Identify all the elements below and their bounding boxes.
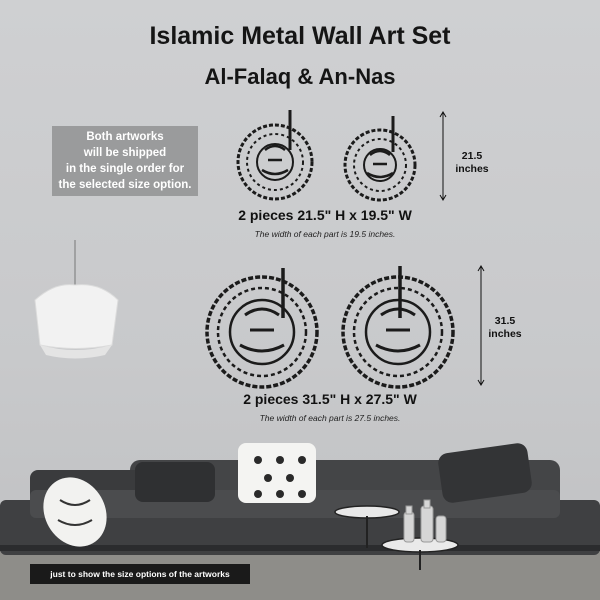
- small-height-label: [447, 150, 497, 176]
- large-artwork-left: [207, 268, 317, 387]
- notice-line: the selected size option.: [58, 179, 192, 191]
- shipping-notice: [52, 126, 198, 196]
- small-artwork-left: [238, 110, 312, 199]
- patterned-pillow: [238, 443, 316, 503]
- small-height-unit: inches: [455, 163, 489, 175]
- large-height-value: 31.5: [494, 315, 516, 327]
- disclaimer-caption: just to show the size options of the artworks: [30, 564, 250, 584]
- large-height-label: [480, 315, 530, 341]
- notice-line: in the single order for: [65, 163, 185, 175]
- notice-line: Both artworks: [86, 131, 164, 143]
- large-artwork-right: [343, 266, 453, 387]
- page-title: Islamic Metal Wall Art Set: [149, 22, 451, 50]
- notice-line: will be shipped: [83, 147, 167, 159]
- small-size-note: The width of each part is 19.5 inches.: [254, 229, 396, 239]
- page-subtitle: Al-Falaq & An-Nas: [204, 64, 396, 89]
- pendant-lamp-icon: [35, 240, 118, 359]
- small-height-value: 21.5: [461, 150, 483, 162]
- small-size-label: 2 pieces 21.5" H x 19.5" W: [238, 207, 412, 223]
- small-height-arrow: [440, 112, 446, 200]
- small-artwork-right: [345, 116, 415, 200]
- large-size-note: The width of each part is 27.5 inches.: [259, 413, 401, 423]
- large-height-unit: inches: [488, 328, 522, 340]
- large-size-label: 2 pieces 31.5" H x 27.5" W: [243, 391, 417, 407]
